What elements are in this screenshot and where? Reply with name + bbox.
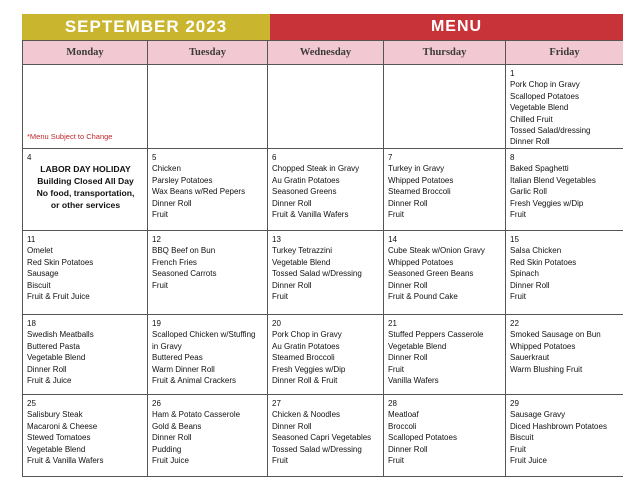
day-cell-tue: [148, 315, 268, 395]
menu-item: Garlic Roll: [510, 187, 547, 197]
menu-item: Turkey in Gravy: [388, 164, 445, 174]
menu-item: Vegetable Blend: [27, 353, 86, 363]
day-cell-wed: [268, 315, 384, 395]
menu-item: Pork Chop in Gravy: [272, 330, 342, 340]
date-number: 14: [388, 235, 397, 244]
day-cell-fri: [506, 315, 623, 395]
day-cell-tue: [148, 231, 268, 315]
menu-item: Salsa Chicken: [510, 246, 562, 256]
menu-item: French Fries: [152, 257, 197, 267]
menu-item: Au Gratin Potatoes: [272, 175, 340, 185]
menu-item: Whipped Potatoes: [388, 257, 454, 267]
menu-item: Chopped Steak in Gravy: [272, 164, 360, 174]
menu-item: Dinner Roll & Fruit: [272, 376, 338, 386]
date-number: 7: [388, 153, 393, 162]
date-number: 1: [510, 69, 515, 78]
day-cell-thu: [384, 149, 506, 231]
menu-item: Dinner Roll: [272, 198, 312, 208]
menu-item: Sauerkraut: [510, 353, 550, 363]
menu-item: Dinner Roll: [388, 444, 428, 454]
menu-item: Dinner Roll: [388, 198, 428, 208]
menu-item: Pudding: [152, 444, 182, 454]
date-number: 29: [510, 399, 519, 408]
menu-item: Buttered Pasta: [27, 341, 80, 351]
menu-note: [27, 68, 144, 148]
menu-item: Scalloped Potatoes: [388, 433, 457, 443]
date-number: 19: [152, 319, 161, 328]
menu-item: Dinner Roll: [272, 421, 312, 431]
date-number: 5: [152, 153, 157, 162]
date-number: 28: [388, 399, 397, 408]
menu-item: Smoked Sausage on Bun: [510, 330, 601, 340]
menu-item: Chicken: [152, 164, 181, 174]
menu-item: Vanilla Wafers: [388, 376, 439, 386]
day-cell-fri: [506, 231, 623, 315]
menu-item: Whipped Potatoes: [388, 175, 454, 185]
month-title: SEPTEMBER 2023: [22, 14, 270, 40]
menu-item: Salisbury Steak: [27, 410, 83, 420]
date-number: 6: [272, 153, 277, 162]
holiday-notice-line: or other services: [50, 200, 121, 211]
menu-item: Dinner Roll: [510, 280, 550, 290]
menu-item: Dinner Roll: [152, 433, 192, 443]
menu-item: Red Skin Potatoes: [510, 257, 577, 267]
menu-item: Stuffed Peppers Casserole: [388, 330, 484, 340]
menu-item: Sausage: [27, 269, 59, 279]
empty-day-cell: [384, 65, 506, 149]
menu-title: MENU: [270, 14, 623, 40]
menu-item: Broccoli: [388, 421, 417, 431]
holiday-notice-line: No food, transportation,: [36, 188, 135, 199]
menu-item: Italian Blend Vegetables: [510, 175, 596, 185]
day-cell-fri: [506, 395, 623, 477]
menu-item: Dinner Roll: [272, 280, 312, 290]
menu-item: Fruit & Juice: [27, 376, 72, 386]
menu-item: Scalloped Potatoes: [510, 91, 579, 101]
date-number: 8: [510, 153, 515, 162]
date-number: 27: [272, 399, 281, 408]
menu-item: Fruit: [272, 292, 288, 302]
menu-item: Turkey Tetrazzini: [272, 246, 333, 256]
menu-item: Tossed Salad w/Dressing: [272, 269, 362, 279]
date-number: 25: [27, 399, 36, 408]
menu-calendar-grid: [22, 40, 623, 477]
menu-item: Sausage Gravy: [510, 410, 566, 420]
menu-item: Spinach: [510, 269, 539, 279]
menu-item: Biscuit: [27, 280, 51, 290]
menu-item: Au Gratin Potatoes: [272, 341, 340, 351]
menu-item: Ham & Potato Casserole: [152, 410, 241, 420]
day-cell-wed: [268, 149, 384, 231]
menu-item: Buttered Peas: [152, 353, 203, 363]
date-number: 12: [152, 235, 161, 244]
day-header-tuesday: Tuesday: [148, 41, 268, 65]
menu-item: Fresh Veggies w/Dip: [272, 364, 346, 374]
menu-item: Fruit & Animal Crackers: [152, 376, 237, 386]
date-number: 11: [27, 235, 36, 244]
menu-item: Parsley Potatoes: [152, 175, 213, 185]
menu-item: Fruit & Fruit Juice: [27, 292, 90, 302]
menu-item: Tossed Salad w/Dressing: [272, 444, 362, 454]
menu-item: Vegetable Blend: [388, 341, 447, 351]
day-cell-mon: [23, 231, 148, 315]
day-cell-thu: [384, 231, 506, 315]
menu-item: Fruit & Pound Cake: [388, 292, 458, 302]
menu-item: Fruit: [152, 210, 168, 220]
menu-item: Dinner Roll: [27, 364, 67, 374]
day-cell-wed: [268, 231, 384, 315]
menu-item: Baked Spaghetti: [510, 164, 569, 174]
date-number: 15: [510, 235, 519, 244]
menu-item: Fruit: [152, 280, 168, 290]
menu-item: Stewed Tomatoes: [27, 433, 91, 443]
menu-item: Dinner Roll: [388, 353, 428, 363]
menu-item: Seasoned Carrots: [152, 269, 217, 279]
date-number: 20: [272, 319, 281, 328]
day-header-friday: Friday: [506, 41, 623, 65]
menu-item: Fruit: [510, 210, 526, 220]
menu-item: Vegetable Blend: [272, 257, 331, 267]
menu-item: Steamed Broccoli: [272, 353, 335, 363]
menu-item: Dinner Roll: [388, 280, 428, 290]
menu-item: Fruit Juice: [510, 456, 547, 466]
day-cell-thu: [384, 395, 506, 477]
date-number: 13: [272, 235, 281, 244]
menu-item: BBQ Beef on Bun: [152, 246, 216, 256]
date-number: 18: [27, 319, 36, 328]
menu-item: Gold & Beans: [152, 421, 202, 431]
menu-item: Diced Hashbrown Potatoes: [510, 421, 607, 431]
menu-item: Dinner Roll: [152, 198, 192, 208]
menu-item: Swedish Meatballs: [27, 330, 94, 340]
menu-item: Biscuit: [510, 433, 534, 443]
menu-item: Cube Steak w/Onion Gravy: [388, 246, 485, 256]
menu-item: Pork Chop in Gravy: [510, 80, 580, 90]
menu-subject-to-change-note: *Menu Subject to Change: [27, 131, 113, 141]
menu-item: Fruit: [510, 292, 526, 302]
menu-item: Dinner Roll: [510, 137, 550, 147]
date-number: 26: [152, 399, 161, 408]
day-cell-mon: [23, 315, 148, 395]
menu-item: Omelet: [27, 246, 53, 256]
menu-item: Whipped Potatoes: [510, 341, 576, 351]
menu-item: Fruit: [272, 456, 288, 466]
menu-item: Fruit: [510, 444, 526, 454]
menu-item: Warm Blushing Fruit: [510, 364, 583, 374]
menu-item: Fresh Veggies w/Dip: [510, 198, 584, 208]
title-bar: [22, 14, 623, 40]
menu-item: Red Skin Potatoes: [27, 257, 94, 267]
day-header-thursday: Thursday: [384, 41, 506, 65]
menu-item: Seasoned Green Beans: [388, 269, 474, 279]
holiday-notice-line: LABOR DAY HOLIDAY: [40, 164, 131, 175]
menu-item: Fruit: [388, 210, 404, 220]
day-cell-wed: [268, 395, 384, 477]
menu-item: Vegetable Blend: [27, 444, 86, 454]
menu-item: in Gravy: [152, 341, 182, 351]
menu-item: Meatloaf: [388, 410, 419, 420]
menu-item: Chicken & Noodles: [272, 410, 341, 420]
menu-item: Warm Dinner Roll: [152, 364, 215, 374]
day-header-monday: Monday: [23, 41, 148, 65]
day-cell-mon: [23, 395, 148, 477]
menu-item: Macaroni & Cheese: [27, 421, 98, 431]
day-cell-fri: [506, 149, 623, 231]
day-cell-tue: [148, 149, 268, 231]
menu-item: Wax Beans w/Red Pepers: [152, 187, 246, 197]
empty-day-cell: [23, 65, 148, 149]
menu-item: Fruit & Vanilla Wafers: [27, 456, 104, 466]
day-cell-tue: [148, 395, 268, 477]
day-header-wednesday: Wednesday: [268, 41, 384, 65]
day-cell-thu: [384, 315, 506, 395]
menu-item: Fruit Juice: [152, 456, 189, 466]
empty-day-cell: [148, 65, 268, 149]
day-cell-fri: [506, 65, 623, 149]
date-number: 22: [510, 319, 519, 328]
menu-item: Seasoned Capri Vegetables: [272, 433, 372, 443]
menu-item: Fruit: [388, 456, 404, 466]
menu-item: Chilled Fruit: [510, 114, 553, 124]
menu-item: Tossed Salad/dressing: [510, 126, 591, 136]
day-cell-mon: [23, 149, 148, 231]
date-number: 4: [27, 153, 32, 162]
menu-item: Fruit & Vanilla Wafers: [272, 210, 349, 220]
menu-item: Vegetable Blend: [510, 103, 569, 113]
empty-day-cell: [268, 65, 384, 149]
date-number: 21: [388, 319, 397, 328]
menu-item: Steamed Broccoli: [388, 187, 451, 197]
menu-item: Seasoned Greens: [272, 187, 337, 197]
menu-item: Fruit: [388, 364, 404, 374]
menu-item: Scalloped Chicken w/Stuffing: [152, 330, 256, 340]
holiday-notice-line: Building Closed All Day: [37, 176, 134, 187]
